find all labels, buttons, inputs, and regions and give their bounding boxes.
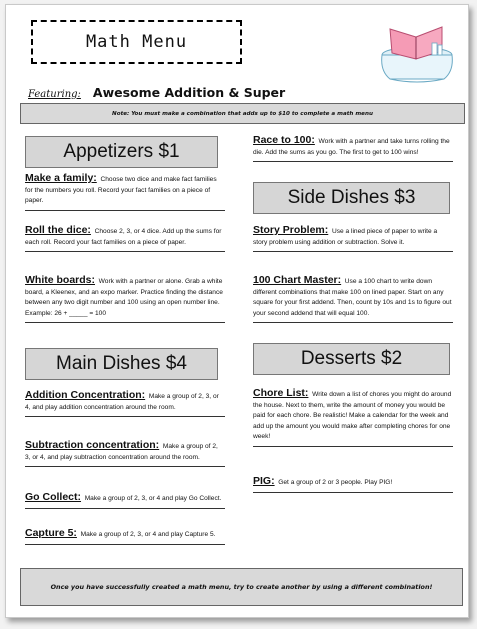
item-roll-dice: [25, 225, 225, 252]
item-white-boards: [25, 275, 225, 323]
appetizers-header: Appetizers $1: [25, 136, 218, 168]
item-description: Make a group of 2, 3, or 4, and play addition concentration around the room.: [25, 393, 219, 411]
item-title: Roll the dice:: [25, 225, 91, 236]
desserts-header: Desserts $2: [253, 343, 450, 375]
page-title: Math Menu: [31, 20, 242, 64]
side-dishes-header: Side Dishes $3: [253, 182, 450, 214]
item-description: Write down a list of chores you might do around the house. Next to them, write the amount of money you would be paid for each chore. Be realistic! Make a calendar for the week and add up the amount you would make after completing chores for one week!: [253, 391, 452, 440]
item-description: Make a group of 2, 3, or 4 and play Go Collect.: [84, 495, 222, 502]
item-story-problem: [253, 225, 453, 252]
item-description: Choose 2, 3, or 4 dice. Add up the sums for each roll. Record your fact families on a piece of paper.: [25, 228, 222, 246]
item-title: 100 Chart Master:: [253, 275, 342, 286]
item-race-to-100: [253, 135, 453, 162]
item-description: Make a group of 2, 3, or 4, and play subtraction concentration around the room.: [25, 443, 218, 461]
featuring-label: Featuring:: [28, 89, 81, 100]
note-banner: Note: You must make a combination that adds up to $10 to complete a math menu: [20, 103, 465, 124]
item-title: Addition Concentration:: [25, 390, 146, 401]
menu-page: [5, 4, 469, 618]
item-title: Race to 100:: [253, 135, 315, 146]
item-description: Use a 100 chart to write down different combinations that make 100 on lined paper. Start on any square for your first addend. Then, count by 10s and 1s to figure out your second addend that will equal 100.: [253, 278, 452, 317]
featuring-line: [28, 82, 285, 101]
item-title: Make a family:: [25, 173, 97, 184]
item-title: Go Collect:: [25, 492, 82, 503]
item-make-family: [25, 173, 225, 211]
item-title: White boards:: [25, 275, 95, 286]
menu-table-icon: [376, 15, 458, 83]
item-go-collect: [25, 492, 225, 509]
item-description: Choose two dice and make fact families for the numbers you roll. Record your fact families on a piece of paper.: [25, 176, 217, 204]
main-dishes-header: Main Dishes $4: [25, 348, 218, 380]
footer-note: Once you have successfully created a math menu, try to create another by using a different combination!: [20, 568, 463, 606]
item-title: Subtraction concentration:: [25, 440, 160, 451]
item-addition-concentration: [25, 390, 225, 417]
item-title: PIG:: [253, 476, 275, 487]
item-title: Story Problem:: [253, 225, 329, 236]
item-description: Use a lined piece of paper to write a story problem using addition or subtraction. Solve it.: [253, 228, 438, 246]
item-pig: [253, 476, 453, 493]
item-chore-list: [253, 388, 453, 447]
item-subtraction-concentration: [25, 440, 225, 467]
item-description: Work with a partner or alone. Grab a white board, a Kleenex, and an expo marker. Practice finding the distance between any two digit number and 100 using an open number line. Example: 26 + _____ = 100: [25, 278, 223, 317]
item-description: Make a group of 2, 3, or 4 and play Capture 5.: [80, 531, 216, 538]
item-title: Chore List:: [253, 388, 309, 399]
item-description: Get a group of 2 or 3 people. Play PIG!: [278, 479, 393, 486]
item-capture-5: [25, 528, 225, 545]
item-description: Work with a partner and take turns rolling the die. Add the sums as you go. The first to get to 100 wins!: [253, 138, 450, 156]
item-100-chart-master: [253, 275, 453, 323]
item-title: Capture 5:: [25, 528, 77, 539]
featuring-value: Awesome Addition & Super: [92, 85, 286, 100]
